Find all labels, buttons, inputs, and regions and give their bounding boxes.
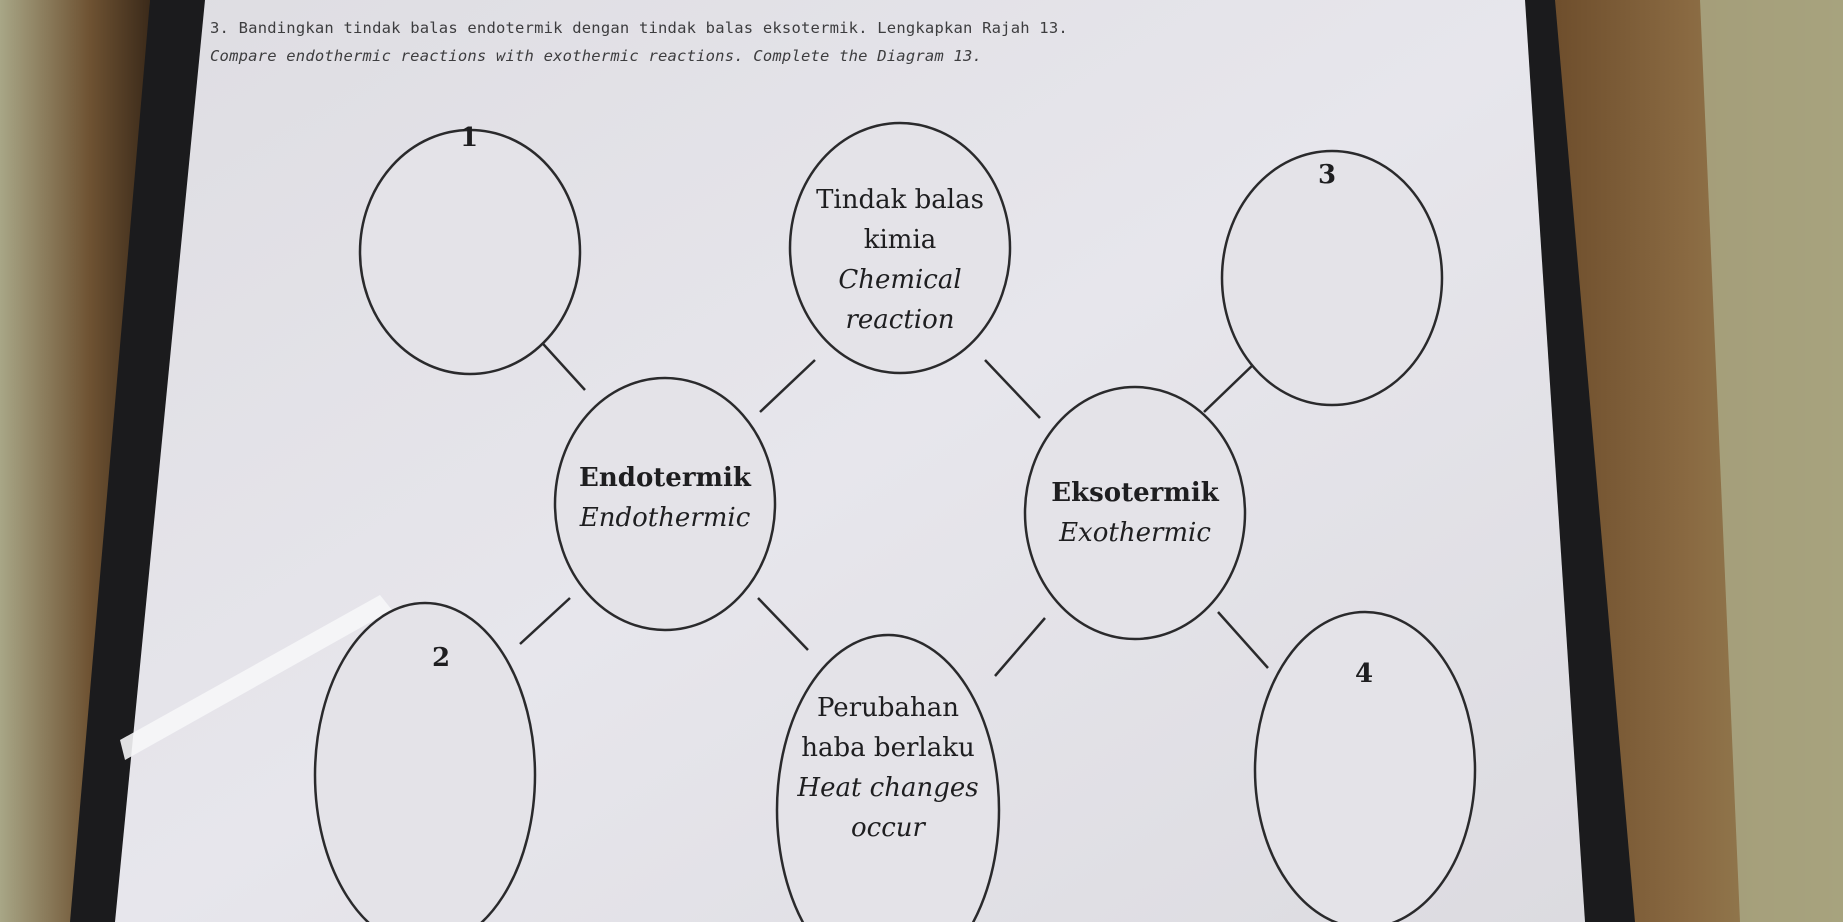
blank-bubble-2[interactable] <box>315 603 535 922</box>
center-bottom-en: Heat changes occur <box>797 773 979 843</box>
blank-bubble-1[interactable] <box>360 130 580 374</box>
connector-bottom-exo <box>995 618 1045 676</box>
blank-number-3: 3 <box>1318 160 1337 190</box>
exothermic-en: Exothermic <box>1059 518 1211 548</box>
center-bottom-bm-1: Perubahan <box>816 693 960 723</box>
question-bm: Bandingkan tindak balas endotermik dengan tindak balas eksotermik. Lengkapkan Rajah 13. <box>238 19 1068 37</box>
connector-bottom-endo <box>758 598 808 650</box>
center-top-en-2: reaction <box>845 305 955 335</box>
blank-number-1: 1 <box>460 123 479 153</box>
center-top-bm-1: Tindak balas <box>816 185 984 215</box>
endothermic-label <box>560 458 770 538</box>
question-en: Compare endothermic reactions with exothermic reactions. Complete the Diagram 13. <box>210 47 983 65</box>
connector-4-exo <box>1218 612 1268 668</box>
connector-2-endo <box>520 598 570 644</box>
blank-number-2: 2 <box>432 643 451 673</box>
blank-number-4: 4 <box>1355 659 1374 689</box>
connector-top-exo <box>985 360 1040 418</box>
endothermic-bm: Endotermik <box>579 463 751 493</box>
question-number: 3. <box>210 19 230 37</box>
center-top-bm-2: kimia <box>863 225 937 255</box>
connector-top-endo <box>760 360 815 412</box>
connector-3-exo <box>1204 362 1256 412</box>
exothermic-label <box>1030 473 1240 553</box>
center-top-en-1: Chemical <box>838 265 962 295</box>
center-top-label <box>795 180 1005 340</box>
center-bottom-bm-2: haba berlaku <box>801 733 975 763</box>
endothermic-en: Endothermic <box>579 503 751 533</box>
exothermic-bm: Eksotermik <box>1051 478 1219 508</box>
center-bottom-label <box>768 688 1008 848</box>
